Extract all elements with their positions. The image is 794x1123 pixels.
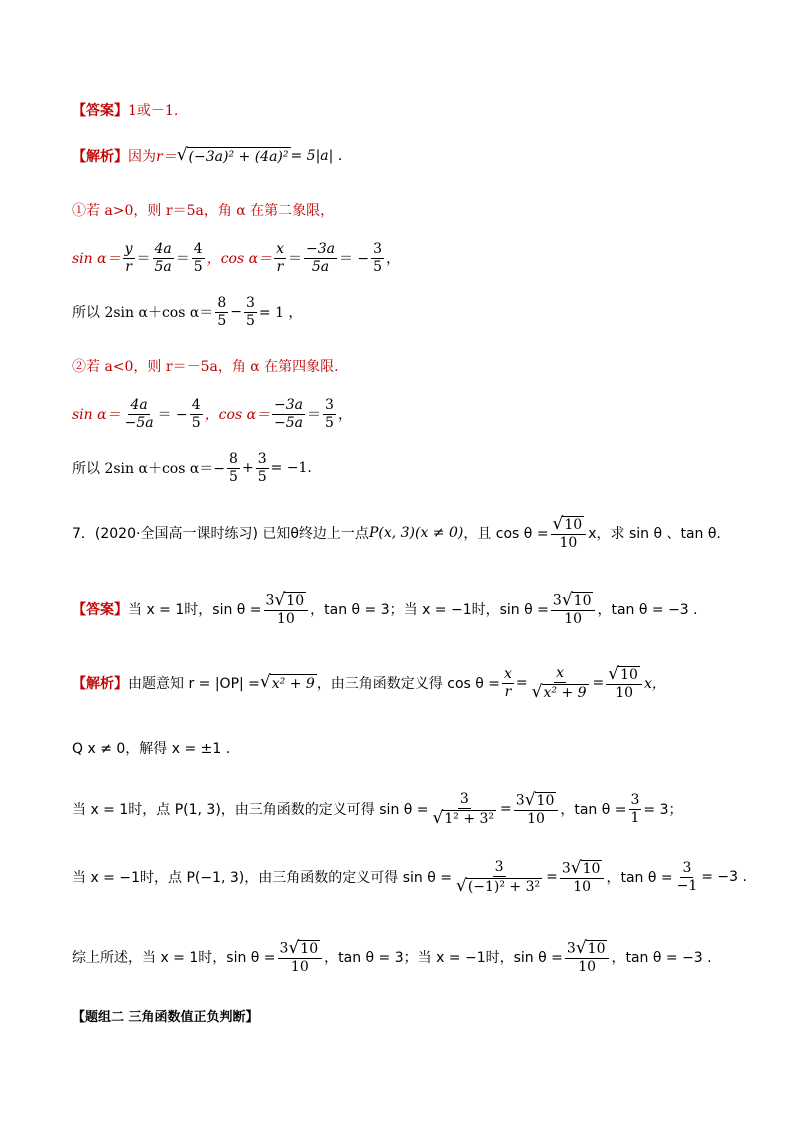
q7-analysis-4: 当 x = −1时，点 P(−1, 3)，由三角函数的定义可得 sin θ = 3 √ (−1)² + 3² = 3 √ 10 10 ，tan θ = $\frac{3}{-1}$ = −3 . <box>72 858 747 896</box>
q7-answer: 【答案】 当 x = 1时，sin θ = 3 √ 10 10 ，tan θ = 3；当 x = −1时，sin θ = 3 √ 10 10 ，tan θ = −3 . <box>72 590 698 627</box>
q6-answer-text: 1或－1. <box>128 103 179 119</box>
q6-case1-sum: 所以 2sin α＋cos α＝ $\frac{8}{5}$ − $\frac{3}{5}$ = 1 ， <box>72 295 303 329</box>
section-heading: 【题组二 三角函数值正负判断】 <box>72 1010 259 1025</box>
q6-analysis-intro: 因为 <box>128 149 156 165</box>
q6-r-sqrt: √ (−3a)² + (4a)² <box>176 145 289 165</box>
q6-case2-sum: 所以 2sin α＋cos α＝− $\frac{8}{5}$ + $\frac{3}{5}$ = −1. <box>72 451 312 485</box>
q7-stem: 7．(2020·全国高一课时练习) 已知θ终边上一点 P(x, 3)(x ≠ 0) ，且 cos θ = √ 10 10 x，求 sin θ 、tan θ. <box>72 514 721 551</box>
q6-answer-line <box>72 100 178 120</box>
q7-analysis-2: Q x ≠ 0，解得 x = ±1 . <box>72 741 231 757</box>
q7-analysis-3: 当 x = 1时，点 P(1, 3)，由三角函数的定义可得 sin θ = 3 √ 1² + 3² = 3 √ 10 10 ，tan θ = $\frac{3}{1}$ = 3； <box>72 790 683 828</box>
q6-r-lhs: r＝ <box>156 149 177 165</box>
q6-case2: ②若 a<0，则 r＝－5a，角 α 在第四象限. <box>72 359 339 375</box>
answer-label: 【答案】 <box>72 103 128 119</box>
q6-r-rhs: = 5|a| . <box>290 148 343 164</box>
q7-analysis-1: 【解析】 由题意知 r = |OP| = √ x² + 9 ，由三角函数定义得 cos θ = $\frac{x}{r}$ = x √ x² + 9 = √ 10 10 x， <box>72 664 666 702</box>
q6-analysis-line <box>72 146 342 166</box>
analysis-label: 【解析】 <box>72 149 128 165</box>
q6-case1: ①若 a>0，则 r＝5a，角 α 在第二象限， <box>72 203 335 219</box>
q6-case2-sincos: sin α＝ $\frac{4a}{-5a}$ ＝ − $\frac{4}{5}$ ，cos α＝ $\frac{-3a}{-5a}$ ＝ $\frac{3}{5}$ ， <box>72 397 352 431</box>
q6-case1-sincos: sin α＝ $\frac{y}{r}$ ＝ $\frac{4a}{5a}$ ＝ $\frac{4}{5}$ ，cos α＝ $\frac{x}{r}$ ＝ $\frac{-3a}{5a}$ ＝ − $\frac{3}{5}$ ， <box>72 241 401 275</box>
q7-summary: 综上所述，当 x = 1时，sin θ = 3 √ 10 10 ，tan θ = 3；当 x = −1时，sin θ = 3 √ 10 10 ，tan θ = −3 . <box>72 938 712 975</box>
